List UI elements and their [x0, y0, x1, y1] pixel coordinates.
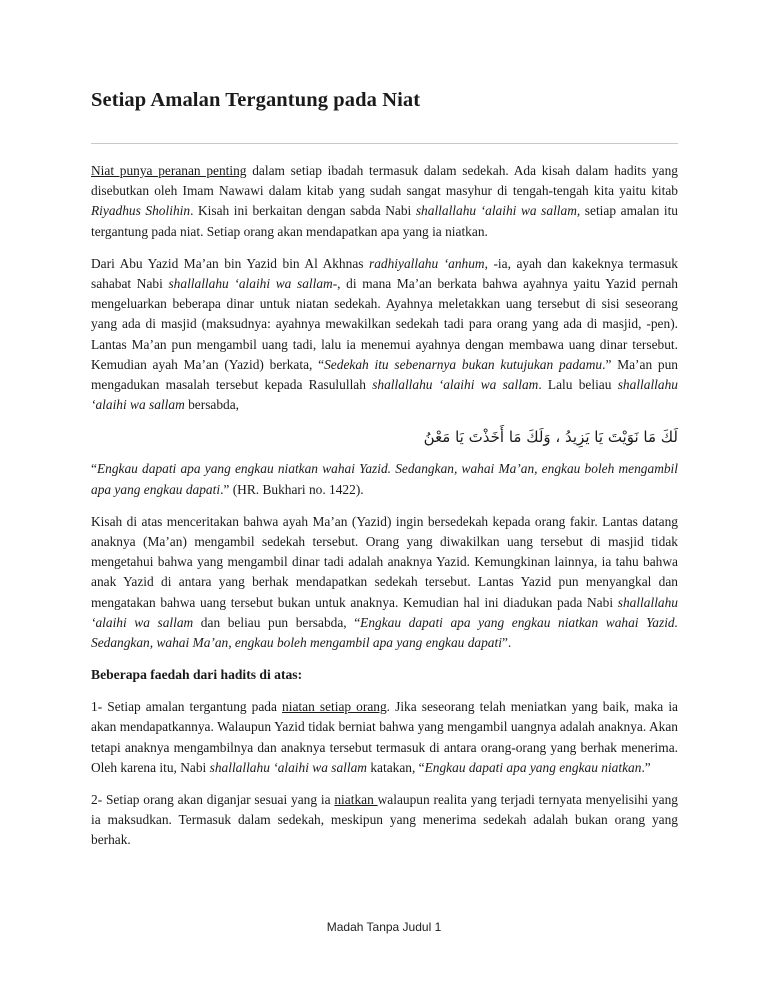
text: walaupun realita yang terjadi ternyata menyelisihi yang ia maksudkan. Termasuk dalam sedekah, meskipun yang menerima sedekah adalah bukan orang yang berhak.: [91, 792, 678, 848]
text: dalam setiap ibadah termasuk dalam sedekah. Ada kisah dalam hadits yang disebutkan oleh Imam Nawawi dalam kitab yang sudah sangat masyhur di tengah-tengah kita yaitu kitab: [91, 163, 678, 199]
section-subheading: Beberapa faedah dari hadits di atas:: [91, 667, 303, 683]
point-2: [91, 790, 678, 851]
link-niatan-setiap-orang[interactable]: niatan setiap orang: [282, 699, 387, 715]
text: , -ia, ayah dan kakeknya termasuk sahabat Nabi: [91, 255, 678, 292]
italic-text: Engkau dapati apa yang engkau niatkan: [424, 759, 642, 775]
italic-text: shallallahu ‘alaihi wa sallam,: [415, 203, 581, 219]
text: Dari Abu Yazid Ma’an bin Yazid bin Al Akhnas: [91, 255, 369, 271]
page-title: Setiap Amalan Tergantung pada Niat: [91, 89, 421, 111]
text: -, di mana Ma’an berkata bahwa ayahnya yaitu Yazid pernah mengeluarkan beberapa dinar untuk niatan sedekah. Ayahnya meletakkan uang tersebut di sisi seseorang yang ada di masjid (maksudnya: ayahnya mewakilkan sedekah tadi para orang yang ada di masjid, -pen). Lantas Ma’an pun mengambil uang tadi, lalu ia menemui ayahnya dengan membawa uang dinar tersebut. Kemudian ayah Ma’an (Yazid) berkata, “: [91, 276, 678, 372]
link-niat[interactable]: Niat punya peranan penting: [91, 163, 247, 178]
text: ”.: [501, 635, 512, 651]
italic-text: shallallahu ‘alaihi wa sallam: [209, 759, 367, 775]
italic-text: radhiyallahu ‘anhum: [369, 255, 485, 271]
paragraph-explanation: [91, 512, 678, 653]
paragraph-translation: [91, 459, 678, 499]
italic-text: shallallahu ‘alaihi wa sallam: [168, 276, 333, 292]
title-divider: [91, 143, 678, 144]
text: . Kisah ini berkaitan dengan sabda Nabi: [190, 203, 416, 219]
arabic-hadith-text: لَكَ مَا نَوَيْتَ يَا يَزِيدُ ، وَلَكَ مَا أَخَذْتَ يَا مَعْنُ: [423, 428, 678, 447]
link-niatkan[interactable]: niatkan: [334, 792, 378, 808]
italic-text: Engkau dapati apa yang engkau niatkan wahai Yazid. Sedangkan, wahai Ma’an, engkau boleh mengambil apa yang engkau dapati: [91, 614, 678, 651]
italic-text: Engkau dapati apa yang engkau niatkan wahai Yazid. Sedangkan, wahai Ma’an, engkau boleh mengambil apa yang engkau dapati: [91, 461, 678, 497]
article-body: [91, 161, 678, 851]
text: .”: [641, 759, 651, 775]
text: dan beliau pun bersabda, “: [193, 614, 361, 630]
text: . Jika seseorang telah meniatkan yang baik, maka ia akan mendapatkannya. Walaupun Yazid tidak berniat bahwa yang mengambil uangnya adalah anaknya. Akan tetapi anaknya mengambilnya dan anaknya tersebut termasuk di antara orang-orang yang berhak menerima. Oleh karena itu, Nabi: [91, 699, 678, 775]
text: setiap amalan itu tergantung pada niat. Setiap orang akan mendapatkan apa yang ia niatkan.: [91, 203, 678, 239]
italic-text: Riyadhus Sholihin: [91, 203, 191, 219]
text: 1- Setiap amalan tergantung pada: [91, 699, 283, 715]
paragraph-intro: [91, 161, 678, 242]
text: 2- Setiap orang akan diganjar sesuai yang ia: [91, 792, 335, 808]
text: Kisah di atas menceritakan bahwa ayah Ma’an (Yazid) ingin bersedekah kepada orang fakir. Lantas datang anaknya (Ma’an) mengambil sedekah tersebut. Orang yang diwakilkan uang tersebut di masjid tidak mengetahui bahwa yang mengambil dinar tadi adalah anaknya Yazid. Kemungkinan lainnya, ia tahu bahwa anak Yazid di antara yang berhak mendapatkan sedekah tersebut. Lantas Yazid pun menyangkal dan mengatakan bahwa uang tersebut bukan untuk anaknya. Kemudian hal ini diadukan pada Nabi: [91, 513, 678, 610]
italic-text: shallallahu ‘alaihi wa sallam: [372, 377, 539, 393]
text: bersabda,: [184, 397, 240, 413]
text: katakan, “: [366, 759, 425, 775]
italic-text: Sedekah itu sebenarnya bukan kutujukan padamu: [324, 356, 603, 372]
text: “: [91, 461, 97, 477]
text: .” (HR. Bukhari no. 1422).: [220, 481, 364, 497]
paragraph-story: [91, 254, 678, 416]
page-footer: Madah Tanpa Judul 1: [326, 920, 442, 934]
text: . Lalu beliau: [538, 377, 618, 393]
text: .” Ma’an pun mengadukan masalah tersebut kepada Rasulullah: [91, 356, 678, 393]
italic-text: shallallahu ‘alaihi wa sallam: [91, 377, 678, 413]
italic-text: shallallahu ‘alaihi wa sallam: [91, 594, 678, 630]
point-1: [91, 697, 678, 778]
